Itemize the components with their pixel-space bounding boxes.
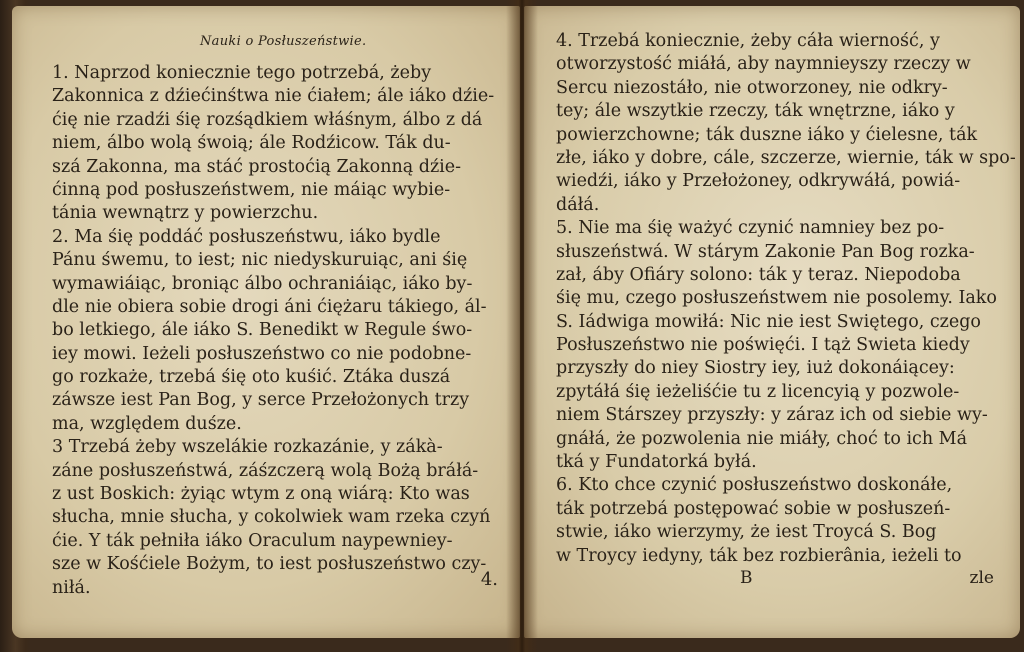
text-line: Pánu śwemu, to iest; nic niedyskuruiąc, ani śię <box>52 250 468 271</box>
text-line: zpytáłá śię ieżeliśćie tu z licencyią y pozwole- <box>556 381 960 402</box>
running-head: Nauki o Posłuszeństwie. <box>200 34 367 49</box>
text-line: ćię nie rzadźi śię rozśądkiem włáśnym, álbo z dá <box>52 109 483 130</box>
text-line: niem Stárszey przyszły: y záraz ich od siebie wy- <box>556 405 988 426</box>
text-line: 6. Kto chce czynić posłuszeństwo doskonáłe, <box>556 475 953 496</box>
text-line: záwsze iest Pan Bog, y serce Przełożonych trzy <box>52 390 470 411</box>
text-line: zał, áby Ofiáry solono: ták y teraz. Niepodoba <box>556 264 961 285</box>
text-line: dáłá. <box>556 194 600 215</box>
text-line: otworzystość miáłá, aby naymnieyszy rzeczy w <box>556 54 971 75</box>
text-line: w Troycy iedyny, ták bez rozbierânia, ieżeli to <box>556 545 962 566</box>
text-line: bo letkiego, ále iáko S. Benedikt w Regule śwo- <box>52 320 473 341</box>
page-number: 4. <box>480 569 498 590</box>
text-line: ták potrzebá postępować sobie w posłuszeń- <box>556 498 951 519</box>
text-line: iey mowi. Ieżeli posłuszeństwo co nie podobne- <box>52 343 472 364</box>
catchword: zle <box>969 568 994 588</box>
right-page-text <box>556 30 1016 568</box>
text-line: stwie, iáko wierzymy, że iest Troycá S. Bog <box>556 522 937 543</box>
text-line: 2. Ma śię poddáć posłuszeństwu, iáko bydle <box>52 226 441 247</box>
text-line: sze w Kośćiele Bożym, to iest posłuszeństwo czy- <box>52 554 487 575</box>
text-line: ma, względem duśze. <box>52 413 242 434</box>
text-line: 5. Nie ma śię ważyć czynić namniey bez po- <box>556 218 945 239</box>
text-line: 1. Naprzod koniecznie tego potrzebá, żeby <box>52 63 432 83</box>
text-line: S. Iádwiga mowiłá: Nic nie iest Swiętego, czego <box>556 311 981 332</box>
text-line: przyszły do niey Siostry iey, iuż dokonáiącey: <box>556 358 955 379</box>
text-line: 4. Trzebá koniecznie, żeby cáła wierność, y <box>556 31 940 51</box>
signature-mark: B <box>740 568 753 588</box>
text-line: złe, iáko y dobre, cále, szczerze, wiernie, ták w spo- <box>556 147 1016 168</box>
text-line: gnáłá, że pozwolenia nie miáły, choć to ich Má <box>556 428 968 449</box>
text-line: wiedźi, iáko y Przełożoney, odkrywáłá, powiá- <box>556 171 961 192</box>
text-line: ćinną pod posłuszeństwem, nie máiąc wybie- <box>52 179 451 200</box>
text-line: Zakonnica z dźiećinśtwa nie ćiałem; ále iáko dźie- <box>52 86 495 107</box>
text-line: 3 Trzebá żeby wszelákie rozkazánie, y zákà- <box>52 437 443 458</box>
text-line: ćie. Y ták pełniła iáko Oraculum naypewniey- <box>52 530 453 551</box>
text-line: słuszeństwá. W stárym Zakonie Pan Bog rozka- <box>556 241 975 262</box>
text-line: niłá. <box>52 577 91 598</box>
left-page <box>12 6 520 638</box>
text-line: wymawiáiąc, broniąc álbo ochraniáiąc, iáko by- <box>52 273 473 294</box>
right-page <box>524 6 1020 638</box>
left-page-text <box>52 62 512 600</box>
footer-row <box>524 568 994 592</box>
text-line: go rozkaże, trzebá śię oto kuśić. Ztáka duszá <box>52 367 451 388</box>
text-line: tánia wewnątrz y powierzchu. <box>52 203 319 224</box>
text-line: szá Zakonna, ma stáć prostoćią Zakonną dźie- <box>52 156 462 177</box>
text-line: dle nie obiera sobie drogi áni ćiężaru tákiego, ál- <box>52 296 487 317</box>
text-line: z ust Boskich: żyiąc wtym z oną wiárą: Kto was <box>52 484 470 505</box>
text-line: tey; ále wszytkie rzeczy, ták wnętrzne, iáko y <box>556 101 955 122</box>
text-line: śię mu, czego posłuszeństwem nie posolemy. Iako <box>556 288 997 309</box>
text-line: niem, álbo wolą śwoią; ále Rodźicow. Ták du- <box>52 133 451 154</box>
text-line: záne posłuszeństwá, záśzczerą wolą Bożą bráłá- <box>52 460 479 481</box>
text-line: słucha, mnie słucha, y cokolwiek wam rzeka czyń <box>52 507 491 528</box>
text-line: Sercu niezostáło, nie otworzoney, nie odkry- <box>556 77 948 98</box>
text-line: powierzchowne; ták duszne iáko y ćielesne, ták <box>556 124 978 145</box>
text-line: Posłuszeństwo nie poświęći. I tąż Swieta kiedy <box>556 335 970 356</box>
text-line: tká y Fundatorká byłá. <box>556 452 757 473</box>
